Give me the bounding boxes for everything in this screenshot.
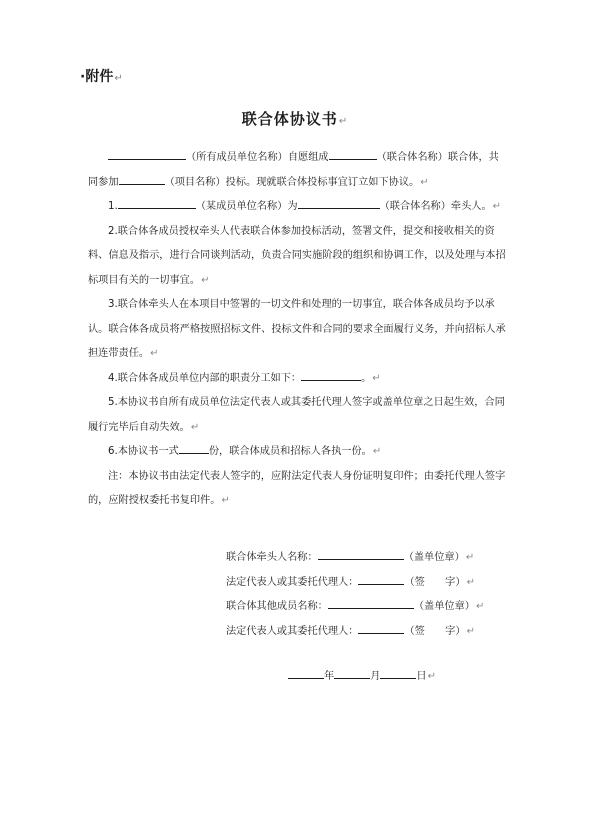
paragraph-mark-icon: ↵ <box>476 601 485 612</box>
title-text: 联合体协议书 <box>241 110 338 128</box>
document-title <box>0 108 590 129</box>
signature-blank[interactable] <box>358 621 404 634</box>
signature-suffix: （盖单位章） <box>403 552 465 563</box>
clause-6-text-a: 6.本协议书一式 <box>108 446 179 457</box>
clause-4-text: 4.联合体各成员单位内部的职责分工如下： <box>108 372 302 384</box>
signature-row-lead-rep <box>226 571 484 596</box>
paragraph-mark-icon: ↵ <box>221 495 230 506</box>
clause-1-text-b: （联合体名称）牵头人。 <box>379 201 492 212</box>
signature-label: 法定代表人或其委托代理人： <box>226 576 359 588</box>
intro-text-a: （所有成员单位名称）自愿组成 <box>186 152 329 163</box>
blank-consortium-name-2[interactable] <box>298 196 380 209</box>
clause-6 <box>88 440 506 465</box>
signature-block <box>226 546 484 644</box>
clause-2 <box>88 220 506 294</box>
signature-row-other-rep <box>226 620 484 645</box>
clause-1 <box>88 195 506 220</box>
note-text: 注：本协议书由法定代表人签字的，应附法定代表人身份证明复印件；由委托代理人签字的，应附授权委托书复印件。 <box>88 470 506 506</box>
clause-5 <box>88 391 506 440</box>
clause-3-text: 3.联合体牵头人在本项目中签署的一切文件和处理的一切事宜，联合体各成员均予以承认。联合体各成员将严格按照招标文件、投标文件和合同的要求全面履行义务，并向招标人承担连带责任。 <box>88 299 506 359</box>
signature-label: 联合体其他成员名称： <box>226 601 328 612</box>
paragraph-mark-icon: ↵ <box>114 73 123 84</box>
signature-suffix: （盖单位章） <box>413 601 475 612</box>
day-label: 日 <box>416 671 427 682</box>
blank-member-unit[interactable] <box>118 196 196 209</box>
month-blank[interactable] <box>334 666 370 679</box>
paragraph-mark-icon: ↵ <box>150 348 159 359</box>
paragraph-mark-icon: ↵ <box>420 176 429 188</box>
year-blank[interactable] <box>288 666 324 679</box>
attachment-bullet: · <box>80 69 86 85</box>
signature-blank[interactable] <box>358 572 404 585</box>
clause-5-text: 5.本协议书自所有成员单位法定代表人或其委托代理人签字或盖单位章之日起生效，合同履行完毕后自动失效。 <box>88 397 505 433</box>
blank-project-name[interactable] <box>119 172 165 185</box>
blank-division-of-duties[interactable] <box>301 368 361 381</box>
intro-text-c: （项目名称）投标。现就联合体投标事宜订立如下协议。 <box>164 176 420 188</box>
note <box>88 465 506 514</box>
attachment-heading <box>80 66 123 86</box>
day-blank[interactable] <box>380 666 416 679</box>
clause-1-text-a: （某成员单位名称）为 <box>195 201 298 212</box>
intro-text-b: （联合体名称）联合体，共同参加 <box>88 152 499 188</box>
paragraph-mark-icon: ↵ <box>466 576 475 588</box>
paragraph-mark-icon: ↵ <box>190 421 200 433</box>
signature-blank[interactable] <box>328 596 414 609</box>
paragraph-mark-icon: ↵ <box>372 446 382 457</box>
paragraph-mark-icon: ↵ <box>492 201 502 212</box>
signature-row-lead-name <box>226 546 484 571</box>
paragraph-mark-icon: ↵ <box>465 552 475 563</box>
clause-4 <box>88 367 506 392</box>
blank-consortium-name[interactable] <box>329 147 377 160</box>
clause-2-text: 2.联合体各成员授权牵头人代表联合体参加投标活动，签署文件，提交和接收相关的资料、信息及指示，进行合同谈判活动，负责合同实施阶段的组织和协调工作，以及处理与本招标项目有关的一切事宜。 <box>88 225 506 286</box>
clause-6-text-b: 份，联合体成员和招标人各执一份。 <box>208 446 372 457</box>
signature-label: 法定代表人或其委托代理人： <box>226 625 359 637</box>
signature-row-other-name <box>226 595 484 620</box>
agreement-body <box>88 146 506 514</box>
paragraph-mark-icon: ↵ <box>427 671 436 682</box>
clause-1-number: 1. <box>108 201 118 212</box>
year-label: 年 <box>324 671 335 682</box>
paragraph-mark-icon: ↵ <box>338 116 349 127</box>
paragraph-intro <box>88 146 506 195</box>
month-label: 月 <box>370 671 381 682</box>
signature-suffix: （签 字） <box>404 576 466 588</box>
blank-copies-count[interactable] <box>179 441 209 454</box>
paragraph-mark-icon: ↵ <box>372 372 381 384</box>
paragraph-mark-icon: ↵ <box>201 274 210 286</box>
signature-blank[interactable] <box>318 547 404 560</box>
attachment-label: 附件 <box>85 69 114 85</box>
clause-4-end: 。 <box>361 372 372 384</box>
signature-label: 联合体牵头人名称： <box>226 552 318 563</box>
paragraph-mark-icon: ↵ <box>466 625 475 637</box>
clause-3 <box>88 293 506 367</box>
blank-member-names[interactable] <box>108 147 186 160</box>
signature-suffix: （签 字） <box>404 625 466 637</box>
date-line <box>288 666 436 682</box>
